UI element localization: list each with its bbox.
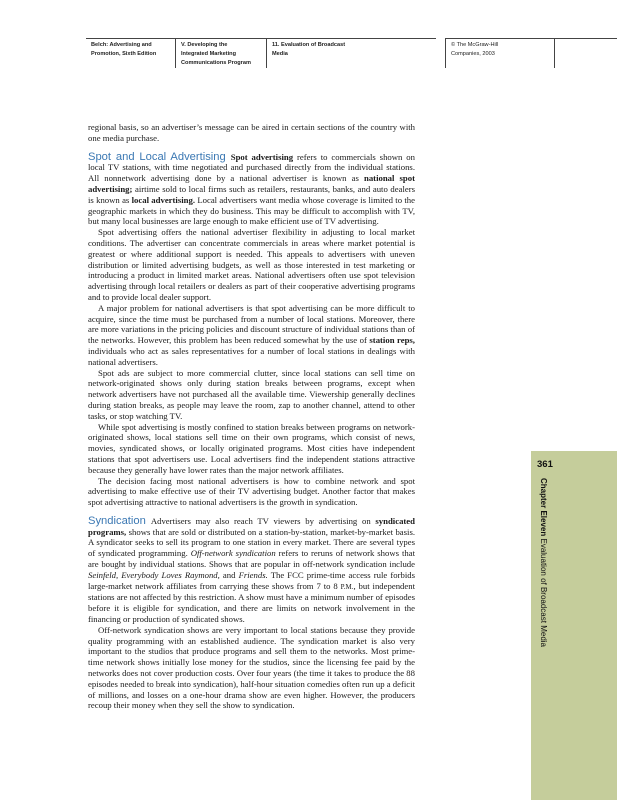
header-line: Promotion, Sixth Edition — [91, 51, 157, 57]
time-abbrev: P.M. — [340, 582, 354, 591]
show-titles: Seinfeld, Everybody Loves Raymond, — [88, 569, 220, 580]
text-run: and — [219, 569, 239, 580]
header-line: © The McGraw-Hill — [451, 42, 499, 48]
header-rule-right — [445, 38, 617, 39]
text-run: , but independent stations are not affected by this restriction. A show must have a minimum number of episodes before it is eligible for syndication, and there are limits on network involvement in the financing or production of syndicated shows. — [88, 580, 415, 625]
intro-paragraph: regional basis, so an advertiser’s message can be aired in certain sections of the country with one media purchase. — [88, 122, 415, 143]
spot-paragraph-6: The decision facing most national advertisers is how to combine network and spot advertising to make effective use of their TV advertising budget. Another factor that makes spot advertising attractive to national advertisers is the growth in syndication. — [88, 475, 415, 508]
text-run: Local advertisers want media whose coverage is limited to the geographic markets in which they do business. This may be difficult to accomplish with TV, but many local businesses are large enough to make efficient use of TV advertising. — [88, 194, 415, 227]
syndication-paragraph-1 — [88, 516, 415, 625]
term: national spot advertising; — [88, 173, 415, 194]
text-run: airtime sold to local firms such as retailers, restaurants, banks, and auto dealers is known as — [88, 183, 415, 205]
text-run: The FCC prime-time access rule forbids large-market network affiliates from carrying these shows from 7 to 8 — [88, 569, 415, 591]
text-run: shows that are sold or distributed on a station-by-station, market-by-market basis. A syndicator seeks to sell its program to one station in every market. There are several types of syndicated programming. — [88, 526, 415, 559]
text-run: refers to commercials shown on local TV stations, with time negotiated and purchased directly from the individual stations. All nonnetwork advertising done by a national advertiser is known as — [88, 151, 415, 184]
text-run: Advertisers may also reach TV viewers by advertising on — [150, 515, 376, 526]
chapter-label: Chapter Eleven — [539, 478, 548, 537]
syndication-paragraph-2: Off-network syndication shows are very important to local stations because they provide quality programming with an established audience. The syndication market is also very important to the studios that produce programs and sell them to the networks. Most prime-time network shows initially lose money for the studios, since the licensing fee paid by the networks does not cover production costs. Over four years (the time it takes to produce the 88 episodes needed to break into syndication), half-hour situation comedies often run up a deficit of millions, and losses on a one-hour drama show are even higher. However, the producers recoup their money when they sell the show to syndication. — [88, 624, 415, 711]
term: station reps, — [369, 335, 415, 346]
chapter-title: Evaluation of Broadcast Media — [539, 538, 548, 647]
section-heading-spot: Spot and Local Advertising — [88, 150, 226, 163]
spot-paragraph-3 — [88, 303, 415, 368]
text-run: refers to reruns of network shows that are bought by individual stations. Shows that are popular in off-network syndication include — [88, 548, 415, 570]
term: syndicated programs, — [88, 515, 415, 537]
text-run: A major problem for national advertisers is that spot advertising can be more difficult to acquire, since the time must be purchased from a number of local stations. Moreover, there are more variations in the pricing policies and discount structure of individual stations than of the networks. However, this problem has been reduced somewhat by the use of — [88, 302, 415, 346]
header-line: V. Developing the — [181, 42, 228, 48]
header-divider — [554, 38, 555, 68]
spot-paragraph-4: Spot ads are subject to more commercial clutter, since local stations can sell time on network-originated shows only during station breaks between programs, except when network advertisers have not purchased all the available time. Viewership generally declines during station breaks, as people may leave the room, zap to another channel, attend to other tasks, or stop watching TV. — [88, 367, 415, 421]
spot-paragraph-1 — [88, 152, 415, 228]
header-divider — [445, 38, 446, 68]
header-line: Media — [272, 51, 288, 57]
header-copyright — [451, 41, 498, 59]
header-line: Companies, 2003 — [451, 51, 495, 57]
text-run: individuals who act as sales representatives for a number of local stations in dealings with national advertisers. — [88, 345, 415, 367]
header-divider — [175, 38, 176, 68]
header-line: Belch: Advertising and — [91, 42, 152, 48]
chapter-running-title — [534, 478, 548, 647]
term: local advertising. — [131, 194, 195, 205]
show-title: Friends. — [238, 569, 268, 580]
term-italic: Off-network syndication — [190, 548, 276, 559]
header-divider — [266, 38, 267, 68]
term: Spot advertising — [230, 151, 294, 162]
spot-paragraph-5: While spot advertising is mostly confined to station breaks between programs on network-originated shows, local stations sell time on their own programs, which consist of news, movies, syndicated shows, or locally originated programs. Most cities have independent stations that spot advertisers use. Local advertisers find the independent stations attractive because they generally have lower rates than the major network affiliates. — [88, 421, 415, 475]
spot-paragraph-2: Spot advertising offers the national advertiser flexibility in adjusting to local market conditions. The advertiser can concentrate commercials in areas where market potential is greatest or where additional support is needed. This appeals to advertisers with uneven distribution or limited advertising budgets, as well as those interested in test marketing or introducing a product in limited market areas. National advertisers often use spot television advertising through local retailers or dealers as part of their cooperative advertising programs and to provide local dealer support. — [88, 227, 415, 302]
header-line: Communications Program — [181, 60, 251, 66]
header-part-title — [181, 41, 251, 68]
header-chapter-title — [272, 41, 345, 59]
body-text — [88, 122, 415, 711]
header-line: Integrated Marketing — [181, 51, 237, 57]
header-book-title — [91, 41, 156, 59]
header-rule-left — [86, 38, 436, 39]
section-heading-syndication: Syndication — [88, 514, 146, 527]
header-line: 11. Evaluation of Broadcast — [272, 42, 346, 48]
page-number: 361 — [537, 459, 553, 470]
